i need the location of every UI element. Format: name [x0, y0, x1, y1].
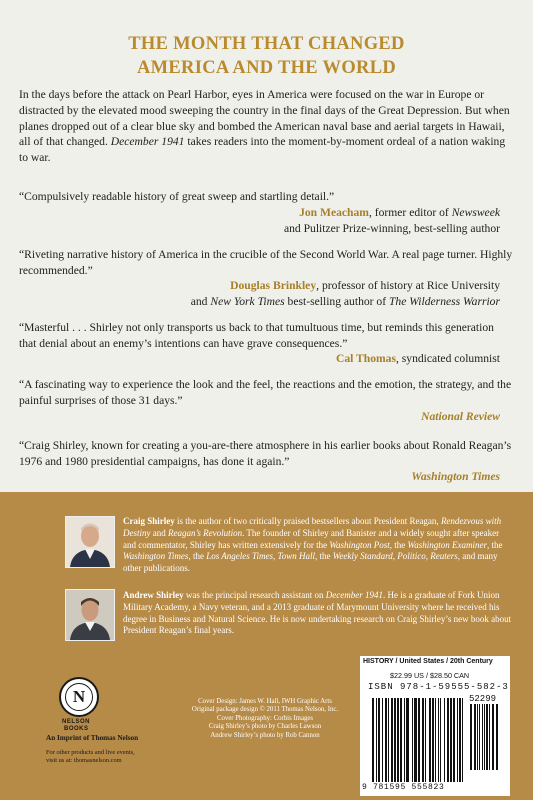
- attribution-brinkley-line2: and New York Times best-selling author of The Wilderness Warrior: [190, 295, 500, 308]
- products-text: [46, 749, 135, 765]
- credit-line: Original package design © 2011 Thomas Nelson, Inc.: [191, 706, 339, 714]
- products-line-1: For other products and live events,: [46, 749, 135, 756]
- attribution-brinkley: Douglas Brinkley, professor of history at Rice University: [230, 279, 500, 292]
- quote-meacham: “Compulsively readable history of great sweep and startling detail.”: [19, 190, 335, 203]
- barcode-bars: [372, 698, 500, 782]
- credit-line: Cover Photography: Corbis Images: [216, 714, 314, 722]
- ean-number: 9 781595 555823: [362, 783, 445, 792]
- intro-paragraph: In the days before the attack on Pearl Harbor, eyes in America were focused on the war in Europe or distracted by the elevated mood sweeping the country in the final days of the Great Depression. But when planes dropped out of a clear blue sky and bombed the American naval base and aerial targets in Hawaii, all of that changed. December 1941 takes readers into the moment-by-moment ordeal of a nation waking to war.: [19, 88, 510, 165]
- credit-line: Craig Shirley’s photo by Charles Lawson: [208, 723, 322, 731]
- andrew-shirley-bio: Andrew Shirley was the principal research assistant on December 1941. He is a graduate of Fork Union Military Academy, a Navy veteran, and a 2013 graduate of Marymount University where he received his degree in Business and Natural Science. He is now undertaking research on Craig Shirley’s new book about President Reagan’s final years.: [123, 590, 512, 636]
- nelson-books-logo: [59, 677, 99, 717]
- attribution-national-review: National Review: [421, 410, 500, 423]
- products-line-2: visit us at: thomasnelson.com: [46, 757, 122, 764]
- quote-national-review: “A fascinating way to experience the look and the feel, the reactions and the emotion, the strategy, and the painful surprises of those 31 days.”: [19, 378, 512, 407]
- logo-line-2: BOOKS: [64, 726, 89, 732]
- attribution-washington-times: Washington Times: [411, 470, 500, 483]
- cover-credits: [185, 698, 345, 740]
- attribution-thomas: Cal Thomas, syndicated columnist: [335, 352, 500, 365]
- headline-line-2: AMERICA AND THE WORLD: [136, 58, 396, 78]
- craig-shirley-photo: [65, 516, 115, 568]
- isbn-label: ISBN 978-1-59555-582-3: [368, 682, 509, 692]
- quote-brinkley: “Riveting narrative history of America in the crucible of the Second World War. A real page turner. Highly recommended.”: [19, 248, 513, 277]
- headline-line-1: THE MONTH THAT CHANGED: [128, 34, 405, 54]
- category-label: HISTORY / United States / 20th Century: [363, 658, 493, 665]
- logo-line-1: NELSON: [62, 719, 91, 725]
- craig-shirley-bio: Craig Shirley is the author of two critically praised bestsellers about President Reagan, Rendezvous with Destiny and Reagan’s Revolution. The founder of Shirley and Banister and a widely sought after speaker and commentator, Shirley has written extensively for the Washington Post, the Washington Examiner, the Washington Times, the Los Angeles Times, Town Hall, the Weekly Standard, Politico, Reuters, and many other publications.: [123, 516, 503, 574]
- andrew-shirley-photo: [65, 589, 115, 641]
- price-code: 52299: [469, 694, 497, 704]
- logo-letter: N: [65, 683, 93, 711]
- credit-line: Cover Design: James W. Hall, IWH Graphic Arts: [198, 698, 332, 705]
- imprint-text: An Imprint of Thomas Nelson: [46, 734, 139, 742]
- quote-thomas: “Masterful . . . Shirley not only transports us back to that tumultuous time, but reminds this generation that denial about an enemy’s intentions can have grave consequences.”: [19, 321, 494, 350]
- price-label: $22.99 US / $28.50 CAN: [390, 671, 470, 680]
- barcode-box: [360, 656, 510, 796]
- quote-washington-times: “Craig Shirley, known for creating a you-are-there atmosphere in his earlier books about Ronald Reagan’s 1976 and 1980 presidential campaigns, has done it again.”: [19, 439, 512, 468]
- attribution-meacham-line2: and Pulitzer Prize-winning, best-selling author: [283, 222, 500, 235]
- credit-line: Andrew Shirley’s photo by Rob Cannon: [210, 731, 320, 739]
- attribution-meacham: Jon Meacham, former editor of Newsweek: [299, 206, 500, 219]
